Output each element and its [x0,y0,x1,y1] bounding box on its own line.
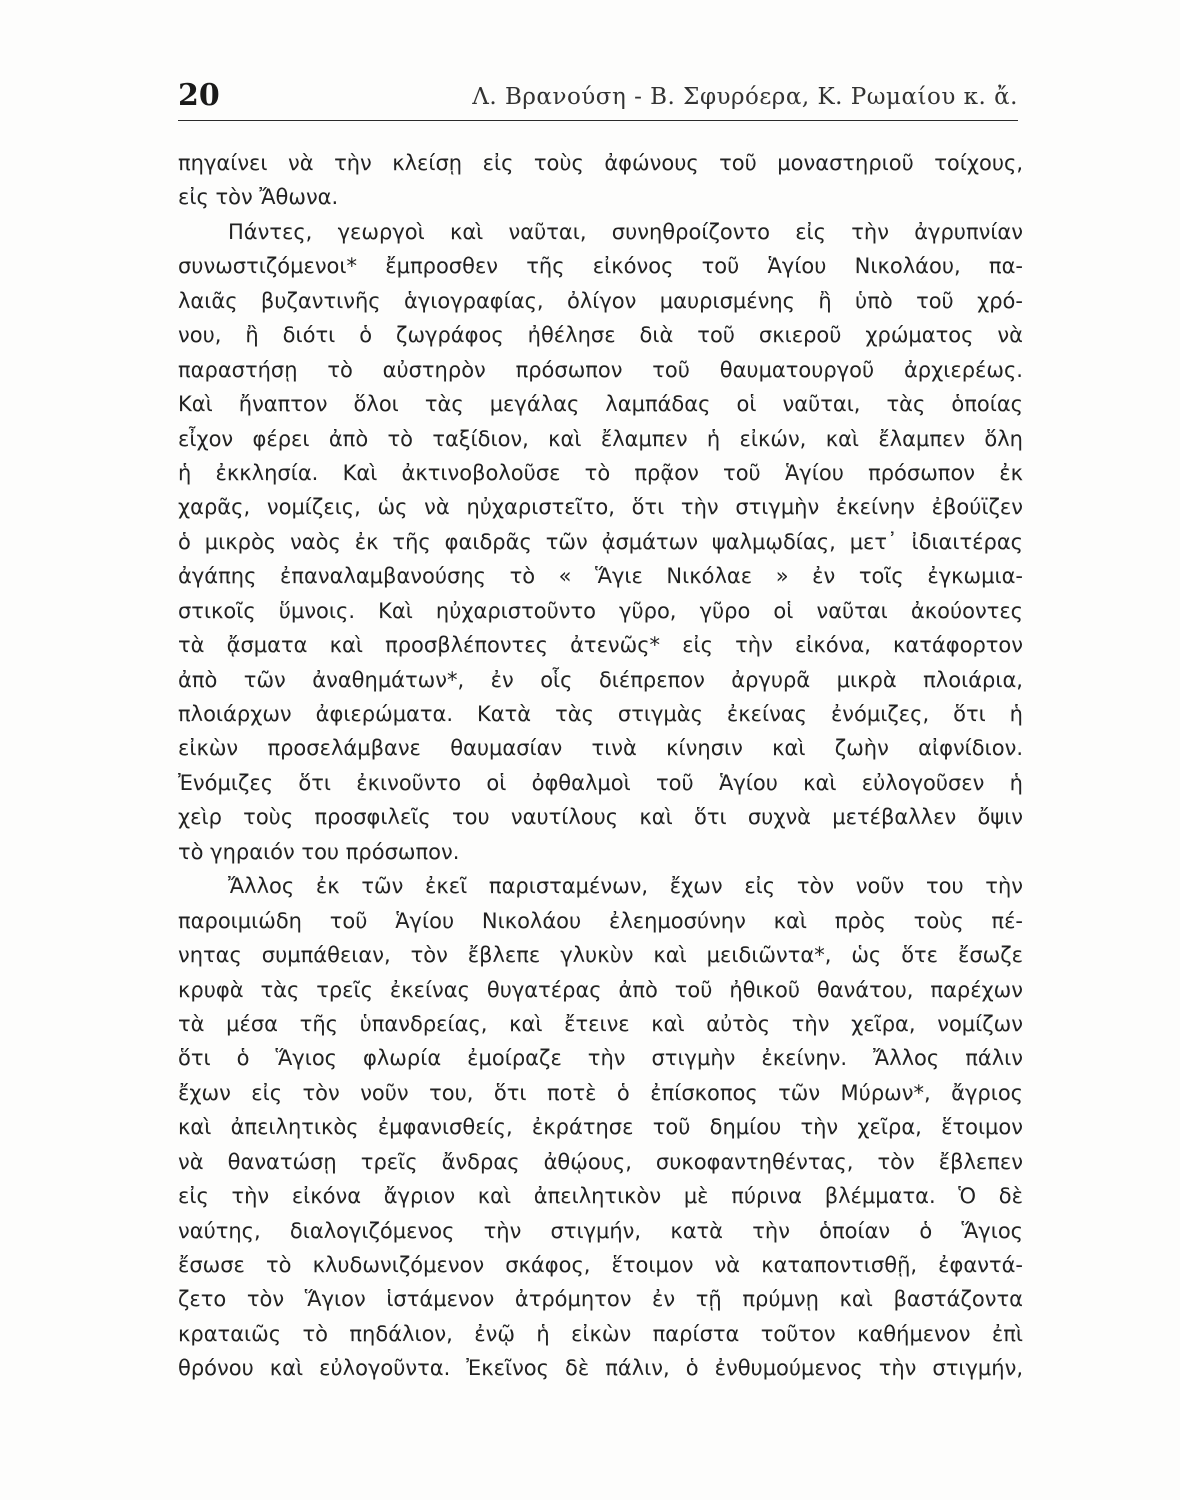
text-line: πηγαίνει νὰ τὴν κλείσῃ εἰς τοὺς ἀφώνους τοῦ μοναστηριοῦ τοίχους, [178,151,1023,175]
text-line: εἰς τὸν Ἄθωνα. [178,185,339,210]
text-line: ὅτι ὁ Ἅγιος φλωρία ἐμοίραζε τὴν στιγμὴν ἐκείνην. Ἄλλος πάλιν [178,1046,1023,1071]
page-header [178,78,1018,118]
text-line: Ἄλλος ἐκ τῶν ἐκεῖ παρισταμένων, ἔχων εἰς τὸν νοῦν του τὴν [228,874,1023,899]
text-line: ὁ μικρὸς ναὸς ἐκ τῆς φαιδρᾶς τῶν ᾀσμάτων ψαλμῳδίας, μετ᾽ ἰδιαιτέρας [178,529,1023,554]
text-line: ἔχων εἰς τὸν νοῦν του, ὅτι ποτὲ ὁ ἐπίσκοπος τῶν Μύρων*, ἄγριος [178,1080,1023,1105]
text-line: τὰ μέσα τῆς ὑπανδρείας, καὶ ἔτεινε καὶ αὐτὸς τὴν χεῖρα, νομίζων [178,1011,1023,1036]
text-line: Καὶ ἤναπτον ὅλοι τὰς μεγάλας λαμπάδας οἱ ναῦται, τὰς ὁποίας [178,392,1023,417]
text-line: εἰς τὴν εἰκόνα ἄγριον καὶ ἀπειλητικὸν μὲ πύρινα βλέμματα. Ὁ δὲ [178,1184,1023,1209]
text-line: τὸ γηραιόν του πρόσωπον. [178,839,460,864]
text-line: εἰκὼν προσελάμβανε θαυμασίαν τινὰ κίνησιν καὶ ζωὴν αἰφνίδιον. [178,736,1023,761]
text-line: συνωστιζόμενοι* ἔμπροσθεν τῆς εἰκόνος τοῦ Ἁγίου Νικολάου, πα- [178,254,1023,279]
text-line: Πάντες, γεωργοὶ καὶ ναῦται, συνηθροίζοντο εἰς τὴν ἀγρυπνίαν [228,219,1023,244]
text-line: νὰ θανατώσῃ τρεῖς ἄνδρας ἀθῴους, συκοφαντηθέντας, τὸν ἔβλεπεν [178,1149,1023,1174]
running-title: Λ. Βρανούση - Β. Σφυρόερα, Κ. Ρωμαίου κ. ἄ. [472,84,1018,110]
text-line: ἡ ἐκκλησία. Καὶ ἀκτινοβολοῦσε τὸ πρᾷον τοῦ Ἁγίου πρόσωπον ἐκ [178,460,1023,485]
text-line: παραστήσῃ τὸ αὐστηρὸν πρόσωπον τοῦ θαυματουργοῦ ἀρχιερέως. [178,357,1023,382]
text-line: ἀγάπης ἐπαναλαμβανούσης τὸ « Ἅγιε Νικόλαε » ἐν τοῖς ἐγκωμια- [178,564,1023,589]
text-line: ἀπὸ τῶν ἀναθημάτων*, ἐν οἷς διέπρεπον ἀργυρᾶ μικρὰ πλοιάρια, [178,667,1023,692]
text-line: λαιᾶς βυζαντινῆς ἁγιογραφίας, ὀλίγον μαυρισμένης ἢ ὑπὸ τοῦ χρό- [178,288,1023,313]
text-line: Ἐνόμιζες ὅτι ἐκινοῦντο οἱ ὀφθαλμοὶ τοῦ Ἁγίου καὶ εὐλογοῦσεν ἡ [178,770,1023,795]
text-line: νητας συμπάθειαν, τὸν ἔβλεπε γλυκὺν καὶ μειδιῶντα*, ὡς ὅτε ἔσωζε [178,943,1023,968]
text-line: χαρᾶς, νομίζεις, ὡς νὰ ηὐχαριστεῖτο, ὅτι τὴν στιγμὴν ἐκείνην ἐβούϊζεν [178,495,1023,520]
text-line: πλοιάρχων ἀφιερώματα. Κατὰ τὰς στιγμὰς ἐκείνας ἐνόμιζες, ὅτι ἡ [178,702,1023,726]
body-text [178,146,1023,1386]
text-line: τὰ ᾄσματα καὶ προσβλέποντες ἀτενῶς* εἰς τὴν εἰκόνα, κατάφορτον [178,633,1023,658]
text-line: ναύτης, διαλογιζόμενος τὴν στιγμήν, κατὰ τὴν ὁποίαν ὁ Ἅγιος [178,1218,1023,1243]
text-line: εἶχον φέρει ἀπὸ τὸ ταξίδιον, καὶ ἔλαμπεν ἡ εἰκών, καὶ ἔλαμπεν ὅλη [178,426,1023,451]
text-line: νου, ἢ διότι ὁ ζωγράφος ἠθέλησε διὰ τοῦ σκιεροῦ χρώματος νὰ [178,323,1023,348]
page-number: 20 [178,78,220,113]
text-line: καὶ ἀπειλητικὸς ἐμφανισθείς, ἐκράτησε τοῦ δημίου τὴν χεῖρα, ἕτοιμον [178,1115,1023,1140]
header-rule [178,120,1018,121]
text-line: ζετο τὸν Ἅγιον ἱστάμενον ἀτρόμητον ἐν τῇ πρύμνῃ καὶ βαστάζοντα [178,1287,1023,1312]
text-line: ἔσωσε τὸ κλυδωνιζόμενον σκάφος, ἕτοιμον νὰ καταποντισθῇ, ἐφαντά- [178,1253,1023,1277]
text-line: στικοῖς ὕμνοις. Καὶ ηὐχαριστοῦντο γῦρο, γῦρο οἱ ναῦται ἀκούοντες [178,598,1023,623]
text-line: θρόνου καὶ εὐλογοῦντα. Ἐκεῖνος δὲ πάλιν, ὁ ἐνθυμούμενος τὴν στιγμήν, [178,1356,1023,1381]
text-line: παροιμιώδη τοῦ Ἁγίου Νικολάου ἐλεημοσύνην καὶ πρὸς τοὺς πέ- [178,908,1023,933]
text-line: κρυφὰ τὰς τρεῖς ἐκείνας θυγατέρας ἀπὸ τοῦ ἠθικοῦ θανάτου, παρέχων [178,977,1023,1002]
text-line: κραταιῶς τὸ πηδάλιον, ἐνῷ ἡ εἰκὼν παρίστα τοῦτον καθήμενον ἐπὶ [178,1321,1023,1346]
text-line: χεὶρ τοὺς προσφιλεῖς του ναυτίλους καὶ ὅτι συχνὰ μετέβαλλεν ὄψιν [178,805,1023,830]
